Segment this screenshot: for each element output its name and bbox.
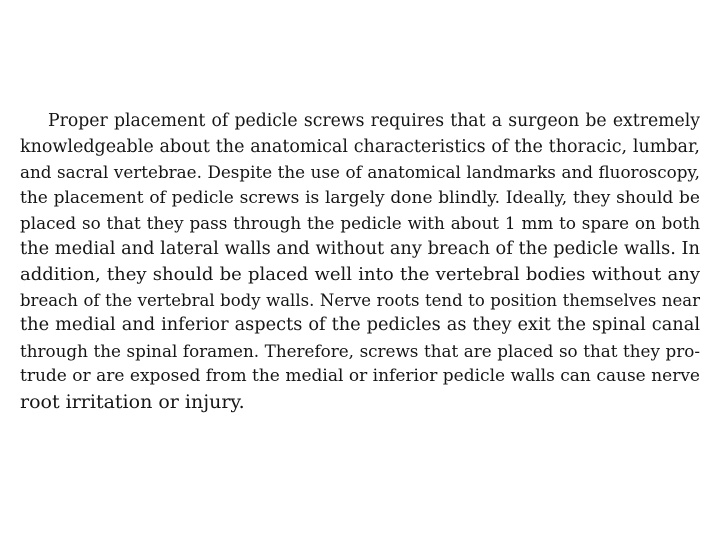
paragraph [20,109,700,415]
paragraph-line: placed so that they pass through the pedicle with about 1 mm to spare on both [20,213,700,233]
paragraph-line: Proper placement of pedicle screws requires that a surgeon be extremely [48,111,700,131]
paragraph-line: knowledgeable about the anatomical characteristics of the thoracic, lumbar, [20,136,700,157]
paragraph-line: breach of the vertebral body walls. Nerve roots tend to position themselves near [20,290,700,310]
paragraph-line: the medial and lateral walls and without any breach of the pedicle walls. In [20,238,700,259]
paragraph-line: and sacral vertebrae. Despite the use of anatomical landmarks and fluoroscopy, [20,162,700,182]
paragraph-line: addition, they should be placed well into the vertebral bodies without any [20,264,700,285]
paragraph-line: the placement of pedicle screws is largely done blindly. Ideally, they should be [20,187,700,208]
paragraph-line: trude or are exposed from the medial or inferior pedicle walls can cause nerve [20,366,700,386]
paragraph-last-line: root irritation or injury. [20,390,245,413]
paragraph-line: the medial and inferior aspects of the pedicles as they exit the spinal canal [20,315,700,335]
paragraph-line: through the spinal foramen. Therefore, screws that are placed so that they pro- [20,340,700,361]
